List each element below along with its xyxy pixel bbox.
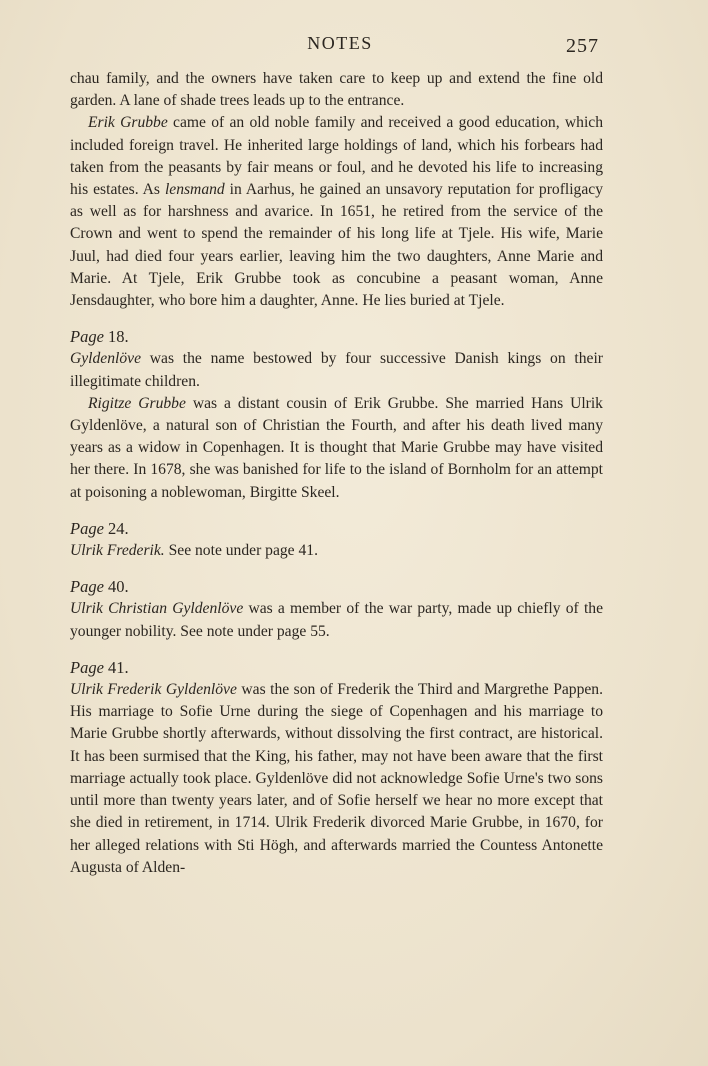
note-term: Ulrik Christian Gyldenlöve <box>70 600 244 618</box>
note-term-lensmand: lensmand <box>164 181 225 199</box>
page-reference-number: 18. <box>108 327 129 347</box>
note-ulrik-frederik-short <box>70 540 603 562</box>
page-number: 257 <box>566 35 599 57</box>
note-text: was a distant cousin of Erik Grubbe. She married Hans Ulrik Gyldenlöve, a natural son of Christian the Fourth, and after his death lived many years as a widow in Copenhagen. It is thought that Marie Grubbe may have visited her there. In 1678, she was banished for life to the island of Bornholm for an attempt at poisoning a noblewoman, Birgitte Skeel. <box>70 394 603 501</box>
page-reference-number: 41. <box>108 657 129 677</box>
page-reference-label: Page <box>70 327 104 347</box>
note-term: Gyldenlöve <box>70 350 142 368</box>
note-term: Ulrik Frederik. <box>70 542 165 560</box>
paragraph-continuation <box>70 68 603 112</box>
page-reference-label: Page <box>70 518 104 538</box>
note-term: Ulrik Frederik Gyldenlöve <box>70 681 237 699</box>
notes-body <box>70 68 603 879</box>
page-reference-24 <box>70 518 603 540</box>
note-ulrik-frederik-gyldenlove <box>70 679 603 879</box>
note-erik-grubbe <box>70 112 603 312</box>
note-text: was the son of Frederik the Third and Margrethe Pappen. His marriage to Sofie Urne during the siege of Copenhagen and his marriage to Marie Grubbe shortly afterwards, without dissolving the first contract, are historical. It has been surmised that the King, his father, may not have been aware that the first marriage actually took place. Gyldenlöve did not acknowledge Sofie Urne's two sons until more than twenty years later, and of Sofie herself we hear no more except that she died in retirement, in 1714. Ulrik Frederik divorced Marie Grubbe, in 1670, for her alleged relations with Sti Högh, and afterwards married the Countess Antonette Augusta of Alden- <box>70 681 603 876</box>
page-reference-label: Page <box>70 657 104 677</box>
page-reference-18 <box>70 326 603 348</box>
note-text: was the name bestowed by four successive Danish kings on their illegitimate children. <box>70 350 603 390</box>
note-text: was a member of the war party, made up chiefly of the younger nobility. See note under page 55. <box>70 600 603 640</box>
note-term: Erik Grubbe <box>88 114 168 132</box>
paragraph-text: chau family, and the owners have taken care to keep up and extend the fine old garden. A lane of shade trees leads up to the entrance. <box>70 70 603 110</box>
page-reference-41 <box>70 657 603 679</box>
note-term: Rigitze Grubbe <box>88 394 186 412</box>
page-reference-label: Page <box>70 577 104 597</box>
running-head <box>0 33 708 59</box>
page-reference-40 <box>70 576 603 598</box>
note-rigitze-grubbe <box>70 393 603 504</box>
note-gyldenlove <box>70 348 603 392</box>
running-title: NOTES <box>307 33 373 53</box>
note-text: See note under page 41. <box>164 542 318 560</box>
note-ulrik-christian <box>70 598 603 642</box>
note-text-continued: in Aarhus, he gained an unsavory reputation for profligacy as well as for harshness and avarice. In 1651, he retired from the service of the Crown and went to spend the remainder of his long life at Tjele. His wife, Marie Juul, had died four years earlier, leaving him the two daughters, Anne Marie and Marie. At Tjele, Erik Grubbe took as concubine a peasant woman, Anne Jensdaughter, who bore him a daughter, Anne. He lies buried at Tjele. <box>70 181 603 310</box>
page-reference-number: 40. <box>108 577 129 597</box>
page-reference-number: 24. <box>108 518 129 538</box>
note-text: came of an old noble family and received a good education, which included foreign travel. He inherited large holdings of land, which his forbears had taken from the peasants by fair means or foul, and he devoted his life to increasing his estates. As <box>70 114 603 199</box>
